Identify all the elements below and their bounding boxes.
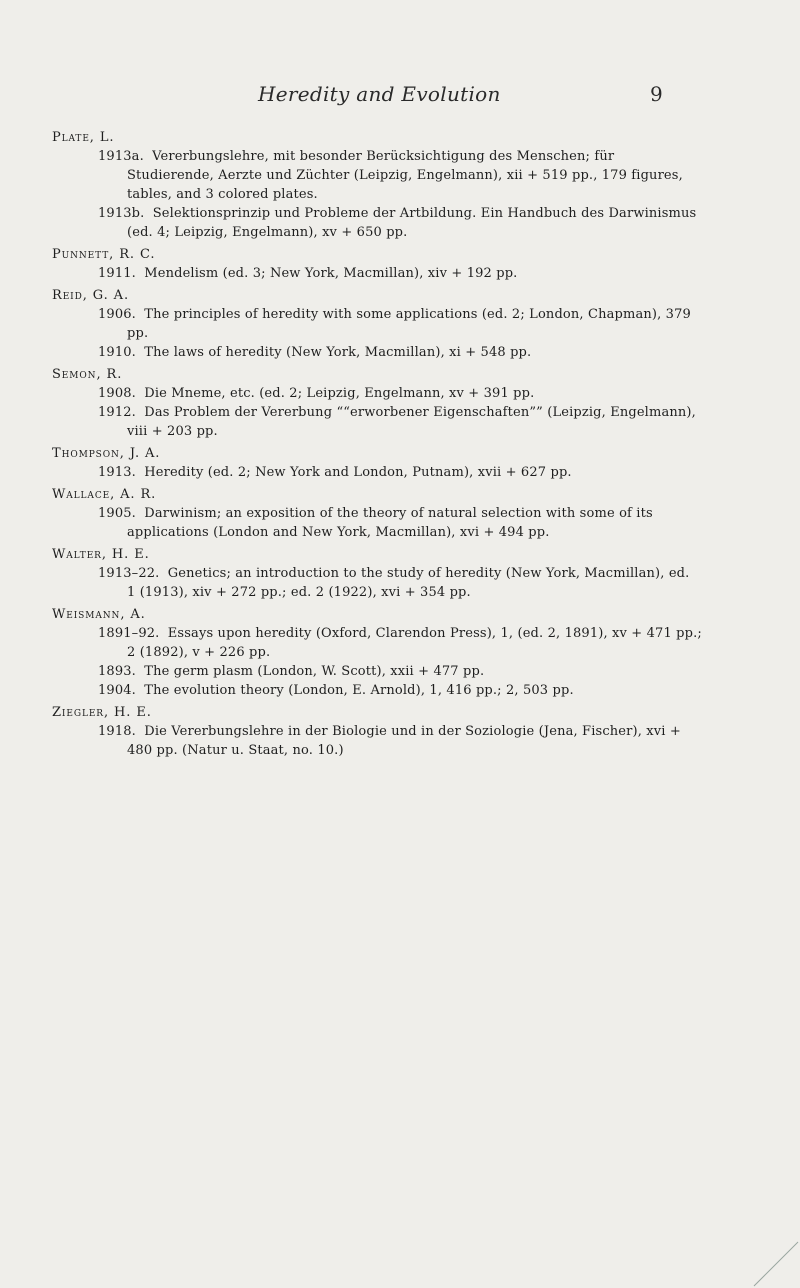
bibliography-author-group [52,365,702,441]
entry-text: Selektionsprinzip und Probleme der Artbildung. Ein Handbuch des Darwinismus (ed. 4; Leipzig, Engelmann), xv + 650 pp. [127,206,697,240]
author-name: Plate, L. [52,130,115,145]
entry-text: The laws of heredity (New York, Macmillan), xi + 548 pp. [144,345,532,360]
bibliography-entry [98,624,702,662]
entry-year: 1908. [98,386,136,401]
entry-text: The principles of heredity with some applications (ed. 2; London, Chapman), 379 pp. [127,307,691,341]
page-number: 9 [650,82,663,106]
entry-text: Das Problem der Vererbung ““erworbener Eigenschaften”” (Leipzig, Engelmann), viii + 203 pp. [127,405,696,439]
page-corner-scan-mark [740,1228,800,1288]
bibliography-entry [98,662,702,681]
author-name: Punnett, R. C. [52,247,156,262]
entry-text: Essays upon heredity (Oxford, Clarendon Press), 1, (ed. 2, 1891), xv + 471 pp.; 2 (1892), v + 226 pp. [127,626,702,660]
entry-text: Genetics; an introduction to the study of heredity (New York, Macmillan), ed. 1 (1913), xiv + 272 pp.; ed. 2 (1922), xvi + 354 pp. [127,566,690,600]
entry-text: Heredity (ed. 2; New York and London, Putnam), xvii + 627 pp. [144,465,572,480]
bibliography-list [52,128,702,763]
author-name: Wallace, A. R. [52,487,157,502]
bibliography-author-group [52,245,702,283]
entry-text: Vererbungslehre, mit besonder Berücksichtigung des Menschen; für Studierende, Aerzte und Züchter (Leipzig, Engelmann), xii + 519 pp., 179 figures, tables, and 3 colored plates. [127,149,683,202]
bibliography-entry [98,305,702,343]
entry-year: 1891–92. [98,626,160,641]
author-name: Walter, H. E. [52,547,150,562]
running-title: Heredity and Evolution [258,82,501,106]
entry-year: 1905. [98,506,136,521]
entry-year: 1906. [98,307,136,322]
entry-year: 1913. [98,465,136,480]
entry-text: The germ plasm (London, W. Scott), xxii + 477 pp. [144,664,485,679]
entry-text: Die Mneme, etc. (ed. 2; Leipzig, Engelmann, xv + 391 pp. [144,386,535,401]
entry-year: 1910. [98,345,136,360]
entry-year: 1911. [98,266,136,281]
bibliography-entry [98,722,702,760]
bibliography-entry [98,343,702,362]
author-name: Semon, R. [52,367,123,382]
bibliography-author-group [52,605,702,700]
bibliography-entry [98,463,702,482]
entry-text: The evolution theory (London, E. Arnold), 1, 416 pp.; 2, 503 pp. [144,683,574,698]
entry-year: 1904. [98,683,136,698]
entry-text: Mendelism (ed. 3; New York, Macmillan), xiv + 192 pp. [144,266,518,281]
author-name: Reid, G. A. [52,288,130,303]
entry-text: Darwinism; an exposition of the theory of natural selection with some of its applications (London and New York, Macmillan), xvi + 494 pp. [127,506,653,540]
entry-text: Die Vererbungslehre in der Biologie und in der Soziologie (Jena, Fischer), xvi + 480 pp. (Natur u. Staat, no. 10.) [127,724,681,758]
bibliography-entry [98,504,702,542]
entry-year: 1918. [98,724,136,739]
entry-year: 1893. [98,664,136,679]
author-name: Ziegler, H. E. [52,705,152,720]
bibliography-entry [98,564,702,602]
bibliography-entry [98,264,702,283]
entry-year: 1913–22. [98,566,160,581]
entry-year: 1913b. [98,206,145,221]
bibliography-author-group [52,286,702,362]
bibliography-author-group [52,444,702,482]
bibliography-entry [98,204,702,242]
bibliography-author-group [52,485,702,542]
running-head [0,82,800,112]
author-name: Weismann, A. [52,607,146,622]
bibliography-entry [98,403,702,441]
entry-year: 1912. [98,405,136,420]
bibliography-entry [98,384,702,403]
entry-year: 1913a. [98,149,144,164]
author-name: Thompson, J. A. [52,446,161,461]
bibliography-author-group [52,703,702,760]
bibliography-author-group [52,128,702,242]
bibliography-entry [98,147,702,204]
bibliography-author-group [52,545,702,602]
bibliography-entry [98,681,702,700]
